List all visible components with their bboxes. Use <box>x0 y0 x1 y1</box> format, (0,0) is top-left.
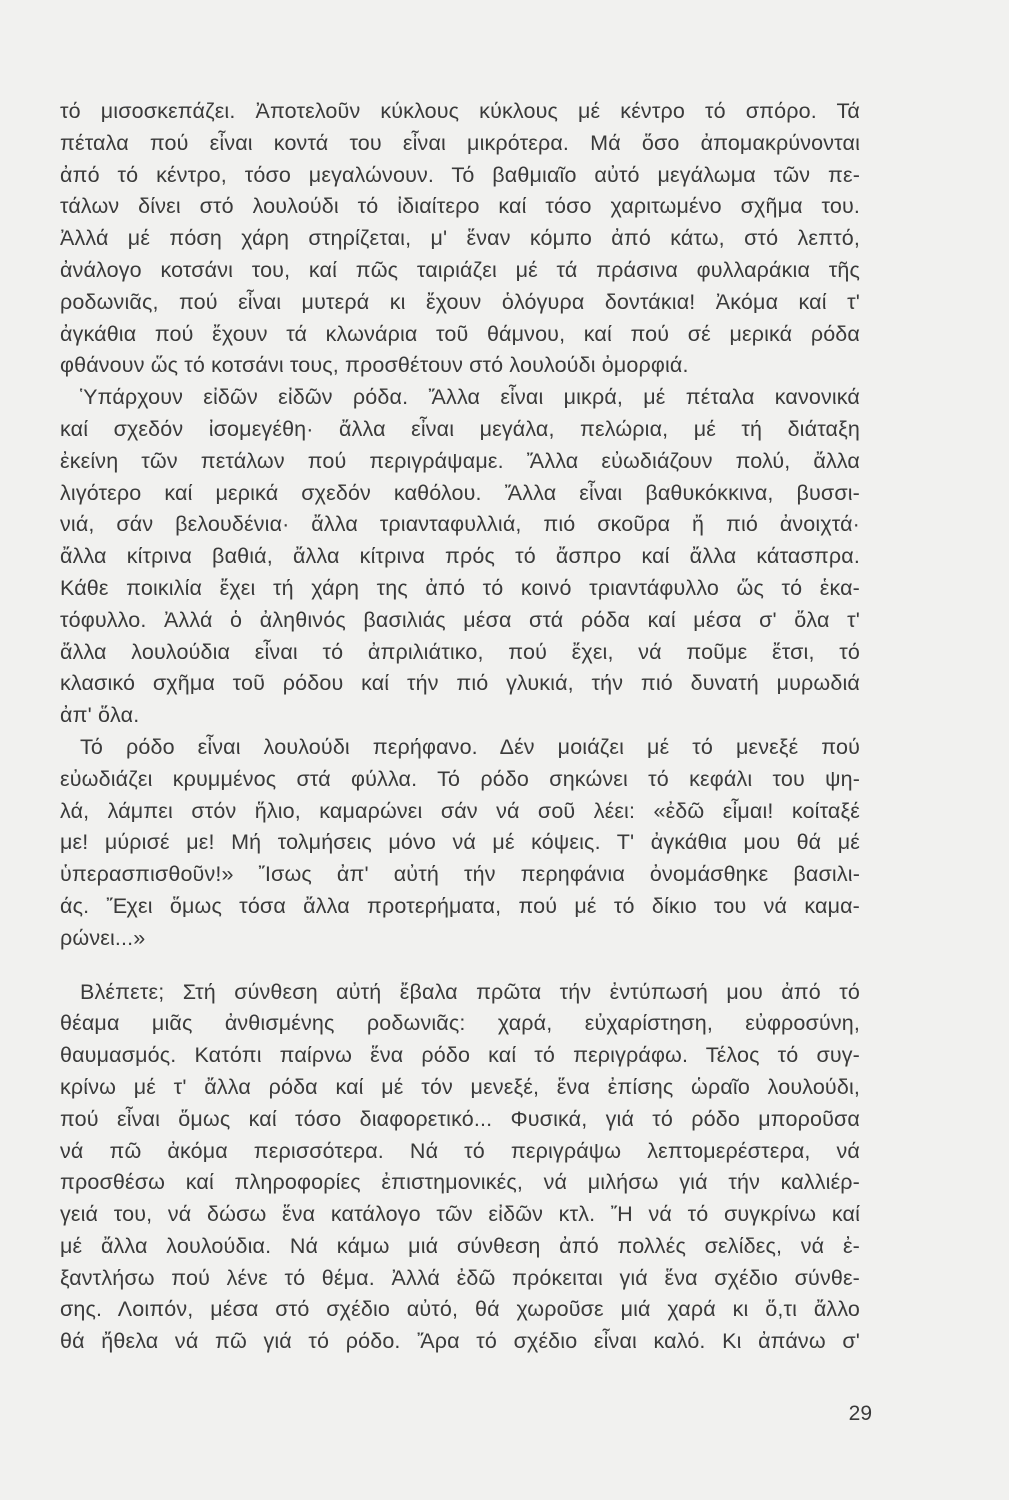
text-line: λιγότερο καί μερικά σχεδόν καθόλου. Ἄλλα εἶναι βαθυκόκκινα, βυσσι- <box>60 480 860 505</box>
text-line: νά πῶ ἀκόμα περισσότερα. Νά τό περιγράψω λεπτομερέστερα, νά <box>60 1138 860 1163</box>
text-line: ξαντλήσω πού λένε τό θέμα. Ἀλλά ἐδῶ πρόκειται γιά ἕνα σχέδιο σύνθε- <box>60 1265 860 1290</box>
text-line: με! μύρισέ με! Μή τολμήσεις μόνο νά μέ κόψεις. Τ' ἀγκάθια μου θά μέ <box>60 830 860 855</box>
paragraph-4 <box>60 977 860 1359</box>
text-line: γειά του, νά δώσω ἕνα κατάλογο τῶν εἰδῶν κτλ. Ἤ νά τό συγκρίνω καί <box>60 1202 860 1227</box>
paragraph-spacer <box>60 955 860 977</box>
text-line: κρίνω μέ τ' ἄλλα ρόδα καί μέ τόν μενεξέ, ἕνα ἐπίσης ὡραῖο λουλούδι, <box>60 1074 860 1099</box>
text-line: καί σχεδόν ἰσομεγέθη· ἄλλα εἶναι μεγάλα, πελώρια, μέ τή διάταξη <box>60 416 860 441</box>
text-line: κλασικό σχῆμα τοῦ ρόδου καί τήν πιό γλυκιά, τήν πιό δυνατή μυρωδιά <box>60 671 860 696</box>
text-line: ἄλλα κίτρινα βαθιά, ἄλλα κίτρινα πρός τό ἄσπρο καί ἄλλα κάτασπρα. <box>60 544 860 569</box>
text-line: προσθέσω καί πληροφορίες ἐπιστημονικές, νά μιλήσω γιά τήν καλλιέρ- <box>60 1170 860 1195</box>
text-line: ἐκείνη τῶν πετάλων πού περιγράψαμε. Ἄλλα εὐωδιάζουν πολύ, ἄλλα <box>60 448 860 473</box>
text-line: τάλων δίνει στό λουλούδι τό ἰδιαίτερο καί τόσο χαριτωμένο σχῆμα του. <box>60 194 860 219</box>
text-line: ροδωνιᾶς, πού εἶναι μυτερά κι ἔχουν ὁλόγυρα δοντάκια! Ἀκόμα καί τ' <box>60 289 860 314</box>
text-line: Ὑπάρχουν εἰδῶν εἰδῶν ρόδα. Ἄλλα εἶναι μικρά, μέ πέταλα κανονικά <box>80 385 860 410</box>
text-line: μέ ἄλλα λουλούδια. Νά κάμω μιά σύνθεση ἀπό πολλές σελίδες, νά ἐ- <box>60 1233 860 1258</box>
text-line: ἄλλα λουλούδια εἶναι τό ἀπριλιάτικο, πού ἔχει, νά ποῦμε ἔτσι, τό <box>60 639 860 664</box>
text-line: πέταλα πού εἶναι κοντά του εἶναι μικρότερα. Μά ὅσο ἀπομακρύνονται <box>60 130 860 155</box>
text-line: ἀνάλογο κοτσάνι του, καί πῶς ταιριάζει μέ τά πράσινα φυλλαράκια τῆς <box>60 257 860 282</box>
text-line: νιά, σάν βελουδένια· ἄλλα τριανταφυλλιά, πιό σκοῦρα ἤ πιό ἀνοιχτά· <box>60 512 860 537</box>
text-line: λά, λάμπει στόν ἥλιο, καμαρώνει σάν νά σοῦ λέει: «ἐδῶ εἶμαι! κοίταξέ <box>60 798 860 823</box>
text-line: ἀπό τό κέντρο, τόσο μεγαλώνουν. Τό βαθμιαῖο αὐτό μεγάλωμα τῶν πε- <box>60 162 860 187</box>
text-line: φθάνουν ὥς τό κοτσάνι τους, προσθέτουν στό λουλούδι ὀμορφιά. <box>60 353 689 378</box>
text-line: ἀπ' ὅλα. <box>60 703 140 728</box>
page-number: 29 <box>848 1402 872 1425</box>
text-line: θά ἤθελα νά πῶ γιά τό ρόδο. Ἄρα τό σχέδιο εἶναι καλό. Κι ἀπάνω σ' <box>60 1329 860 1354</box>
text-line: ρώνει...» <box>60 925 146 950</box>
text-line: πού εἶναι ὅμως καί τόσο διαφορετικό... Φυσικά, γιά τό ρόδο μποροῦσα <box>60 1106 860 1131</box>
text-line: σης. Λοιπόν, μέσα στό σχέδιο αὐτό, θά χωροῦσε μιά χαρά κι ὅ,τι ἄλλο <box>60 1297 860 1322</box>
paragraph-2 <box>60 382 860 732</box>
text-line: τό μισοσκεπάζει. Ἀποτελοῦν κύκλους κύκλους μέ κέντρο τό σπόρο. Τά <box>60 99 860 123</box>
text-line: θαυμασμός. Κατόπι παίρνω ἕνα ρόδο καί τό περιγράφω. Τέλος τό συγ- <box>60 1043 860 1068</box>
text-line: ὑπερασπισθοῦν!» Ἴσως ἀπ' αὐτή τήν περηφάνια ὀνομάσθηκε βασιλι- <box>60 862 860 887</box>
text-line: Κάθε ποικιλία ἔχει τή χάρη της ἀπό τό κοινό τριαντάφυλλο ὥς τό ἑκα- <box>60 575 860 600</box>
text-line: Ἀλλά μέ πόση χάρη στηρίζεται, μ' ἕναν κόμπο ἀπό κάτω, στό λεπτό, <box>60 226 860 251</box>
text-line: Βλέπετε; Στή σύνθεση αὐτή ἔβαλα πρῶτα τήν ἐντύπωσή μου ἀπό τό <box>80 979 860 1004</box>
text-line: θέαμα μιᾶς ἀνθισμένης ροδωνιᾶς: χαρά, εὐχαρίστηση, εὐφροσύνη, <box>60 1011 860 1036</box>
text-line: τόφυλλο. Ἀλλά ὁ ἀληθινός βασιλιάς μέσα στά ρόδα καί μέσα σ' ὅλα τ' <box>60 607 860 632</box>
text-line: εὐωδιάζει κρυμμένος στά φύλλα. Τό ρόδο σηκώνει τό κεφάλι του ψη- <box>60 766 860 791</box>
text-line: ἀγκάθια πού ἔχουν τά κλωνάρια τοῦ θάμνου, καί πού σέ μερικά ρόδα <box>60 321 860 346</box>
text-line: άς. Ἔχει ὅμως τόσα ἄλλα προτερήματα, πού μέ τό δίκιο του νά καμα- <box>60 893 860 918</box>
body-text <box>60 96 860 1358</box>
paragraph-1 <box>60 96 860 382</box>
paragraph-3 <box>60 732 860 955</box>
text-line: Τό ρόδο εἶναι λουλούδι περήφανο. Δέν μοιάζει μέ τό μενεξέ πού <box>80 734 860 759</box>
